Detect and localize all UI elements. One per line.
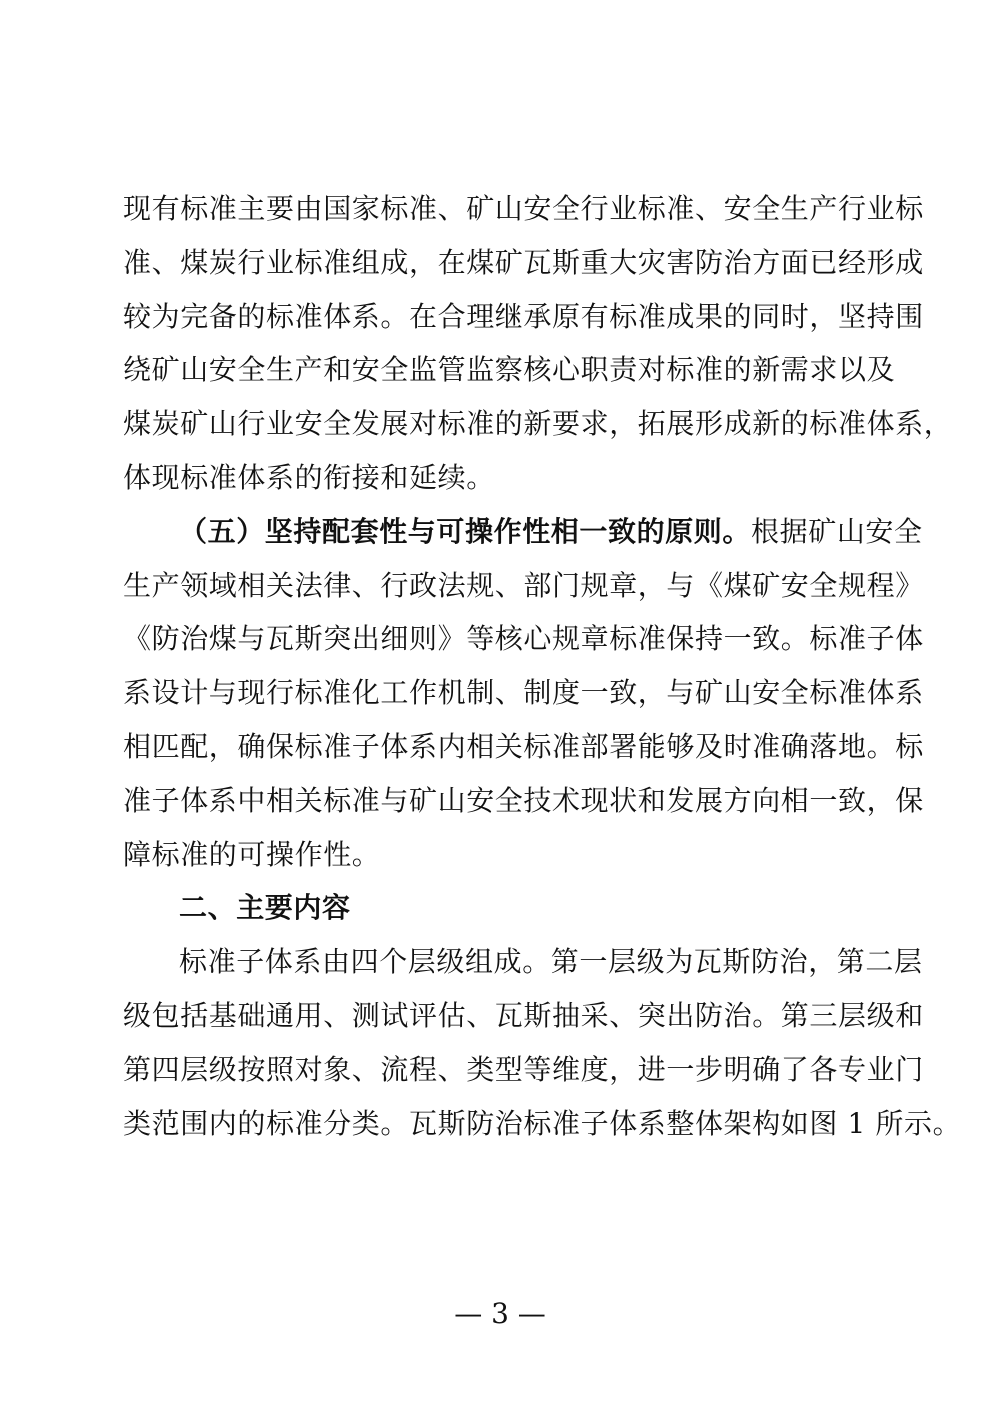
section-heading: 二、主要内容 — [179, 891, 351, 925]
paragraph-line: 准、煤炭行业标准组成，在煤矿瓦斯重大灾害防治方面已经形成 — [123, 245, 924, 279]
paragraph-line: 绕矿山安全生产和安全监管监察核心职责对标准的新需求以及 — [123, 353, 896, 387]
paragraph-line: 现有标准主要由国家标准、矿山安全行业标准、安全生产行业标 — [123, 192, 924, 225]
principle-heading: （五）坚持配套性与可操作性相一致的原则。 — [179, 514, 752, 548]
paragraph-line: 准子体系中相关标准与矿山安全技术现状和发展方向相一致，保 — [123, 783, 924, 817]
paragraph-line: 《防治煤与瓦斯突出细则》等核心规章标准保持一致。标准子体 — [123, 622, 924, 656]
page-number: — 3 — — [454, 1297, 546, 1330]
paragraph-text: 根据矿山安全 — [751, 514, 923, 548]
paragraph-line: 煤炭矿山行业安全发展对标准的新要求，拓展形成新的标准体系， — [123, 407, 953, 441]
paragraph-line: 级包括基础通用、测试评估、瓦斯抽采、突出防治。第三层级和 — [123, 998, 924, 1032]
paragraph-line: 体现标准体系的衔接和延续。 — [123, 460, 495, 494]
body-text — [123, 182, 962, 1150]
paragraph-line: 生产领域相关法律、行政法规、部门规章，与《煤矿安全规程》 — [123, 568, 924, 602]
paragraph-line: 类范围内的标准分类。瓦斯防治标准子体系整体架构如图 1 所示。 — [123, 1106, 962, 1140]
paragraph-line: 系设计与现行标准化工作机制、制度一致，与矿山安全标准体系 — [123, 676, 924, 710]
paragraph-line: 较为完备的标准体系。在合理继承原有标准成果的同时，坚持围 — [123, 299, 924, 333]
paragraph-line — [123, 505, 923, 559]
paragraph-line: 第四层级按照对象、流程、类型等维度，进一步明确了各专业门 — [123, 1052, 924, 1086]
paragraph-line: 障标准的可操作性。 — [123, 837, 381, 871]
paragraph-line: 相匹配，确保标准子体系内相关标准部署能够及时准确落地。标 — [123, 729, 924, 763]
paragraph-line: 标准子体系由四个层级组成。第一层级为瓦斯防治，第二层 — [179, 945, 923, 979]
